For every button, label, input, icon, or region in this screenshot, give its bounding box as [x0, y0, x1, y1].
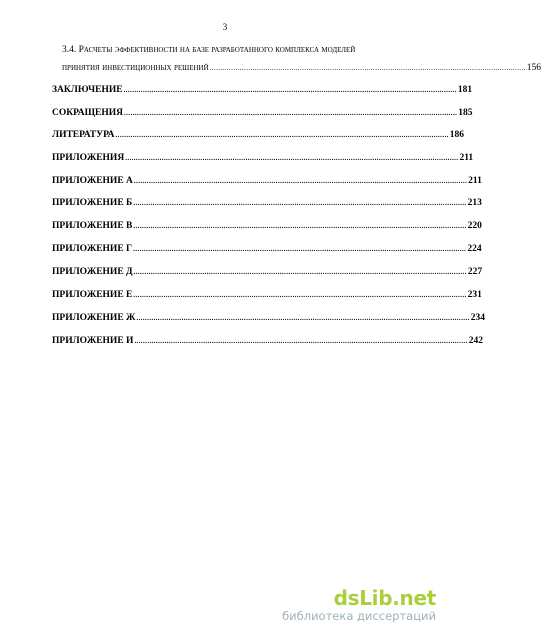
- toc-entry-conclusion[interactable]: [52, 84, 473, 96]
- logo-ds: ds: [333, 586, 360, 610]
- toc-entry-literature[interactable]: [52, 129, 465, 141]
- dot-leader: ...........................................................................................................................................................: [133, 245, 467, 253]
- toc-entry-page: 156: [526, 63, 541, 73]
- dot-leader: ...........................................................................................................................................................: [133, 199, 467, 207]
- toc-entry-page: 227: [467, 267, 483, 277]
- toc-entry-appendix-d[interactable]: [52, 266, 483, 278]
- toc-entry-label: ПРИЛОЖЕНИЕ В: [52, 221, 133, 231]
- toc-entry-abbreviations[interactable]: [52, 107, 473, 119]
- toc-entry-appendices[interactable]: [52, 152, 474, 164]
- toc-entry-label: ПРИЛОЖЕНИЕ А: [52, 176, 133, 186]
- toc-entry-page: 220: [467, 221, 482, 231]
- dot-leader: ...................................................................................................................................................: [209, 64, 526, 72]
- toc-entry-appendix-g[interactable]: [52, 243, 482, 255]
- toc-entry-label: ПРИЛОЖЕНИЕ Ж: [52, 313, 136, 323]
- toc-entry-label: СОКРАЩЕНИЯ: [52, 108, 123, 118]
- toc-entry-appendix-zh[interactable]: [52, 312, 485, 324]
- toc-entry-label: ПРИЛОЖЕНИЕ Б: [52, 198, 133, 208]
- dot-leader: ...........................................................................................................................................................: [133, 222, 467, 230]
- toc-entry-appendix-i[interactable]: [52, 335, 483, 347]
- dot-leader: ...........................................................................................................................................................: [125, 154, 459, 162]
- toc-entry-page: 211: [459, 153, 474, 163]
- toc-entry-appendix-b[interactable]: [52, 197, 482, 209]
- toc-entry-page: 213: [467, 198, 482, 208]
- toc-entry-label: ЗАКЛЮЧЕНИЕ: [52, 85, 123, 95]
- dot-leader: ...........................................................................................................................................................: [133, 268, 467, 276]
- dot-leader: ...........................................................................................................................................................: [124, 109, 458, 117]
- toc-entry-page: 181: [457, 85, 473, 95]
- toc-entry-appendix-a[interactable]: [52, 175, 482, 187]
- toc-entry-appendix-v[interactable]: [52, 220, 482, 232]
- toc-entry-appendix-e[interactable]: [52, 289, 482, 301]
- dot-leader: ...........................................................................................................................................................: [133, 177, 468, 185]
- toc-entry-label: ПРИЛОЖЕНИЯ: [52, 153, 125, 163]
- logo-lib: Lib.net: [359, 586, 436, 610]
- dslib-logo: [282, 587, 436, 609]
- toc-entry-3-4-title: 3.4. Расчеты эффективности на базе разработанного комплекса моделей: [62, 45, 356, 55]
- toc-entry-page: 231: [467, 290, 482, 300]
- dot-leader: ...........................................................................................................................................................: [133, 291, 467, 299]
- toc-entry-label: принятия инвестиционных решений: [62, 63, 209, 73]
- dslib-watermark: [282, 587, 436, 623]
- toc-entry-page: 242: [468, 336, 483, 346]
- toc-entry-label: ПРИЛОЖЕНИЕ Г: [52, 244, 133, 254]
- toc-entry-label: ПРИЛОЖЕНИЕ Д: [52, 267, 133, 277]
- toc-entry-3-4-line2[interactable]: [62, 62, 541, 74]
- toc-entry-label: ЛИТЕРАТУРА: [52, 130, 115, 140]
- page-number: 3: [222, 22, 228, 32]
- dot-leader: ...........................................................................................................................................................: [136, 314, 470, 322]
- toc-entry-label: ПРИЛОЖЕНИЕ И: [52, 336, 134, 346]
- toc-entry-page: 186: [449, 130, 465, 140]
- toc-entry-page: 211: [468, 176, 482, 186]
- watermark-caption: библиотека диссертаций: [282, 609, 436, 623]
- dot-leader: ...........................................................................................................................................................: [134, 337, 468, 345]
- toc-entry-page: 185: [458, 108, 473, 118]
- toc-entry-page: 234: [470, 313, 485, 323]
- toc-entry-label: ПРИЛОЖЕНИЕ Е: [52, 290, 133, 300]
- dot-leader: ...........................................................................................................................................................: [123, 86, 457, 94]
- toc-entry-3-4-line1[interactable]: [62, 44, 355, 56]
- toc-entry-page: 224: [467, 244, 482, 254]
- dot-leader: ...........................................................................................................................................................: [115, 131, 449, 139]
